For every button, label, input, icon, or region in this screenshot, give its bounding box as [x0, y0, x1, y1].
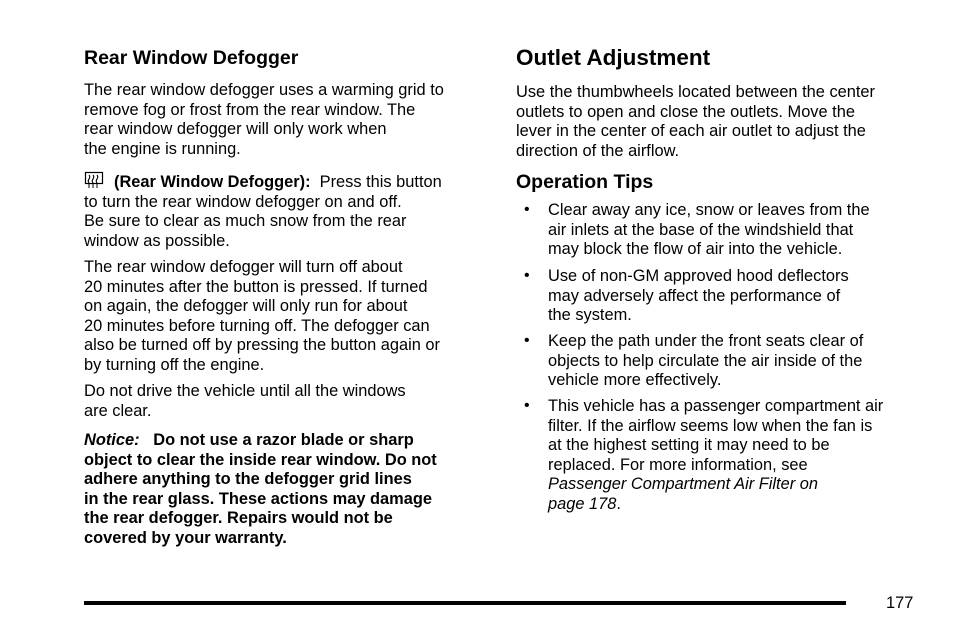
defogger-button-paragraph — [84, 171, 442, 251]
tip-text — [548, 267, 920, 326]
text-line — [84, 431, 437, 451]
defogger-intro-paragraph — [84, 81, 444, 159]
text-line — [548, 495, 920, 515]
outlet-adjustment-heading: Outlet Adjustment — [516, 45, 711, 70]
text-line — [84, 171, 442, 193]
tip-text — [548, 332, 920, 391]
text-line: covered by your warranty. — [84, 528, 287, 547]
footer-rule — [84, 601, 846, 605]
text-line: remove fog or frost from the rear window. The — [84, 100, 416, 119]
cross-reference-link[interactable]: Passenger Compartment Air Filter on — [548, 475, 818, 494]
text-line: Keep the path under the front seats clear of — [548, 332, 864, 350]
text-line: direction of the airflow. — [516, 141, 680, 160]
text-line: 20 minutes before turning off. The defogger can — [84, 316, 430, 335]
tip-item — [516, 397, 918, 517]
text-line: The rear window defogger uses a warming grid to — [84, 81, 444, 99]
outlet-paragraph — [516, 83, 875, 161]
notice-first-line: Do not use a razor blade or sharp — [153, 431, 414, 449]
text-line: in the rear glass. These actions may damage — [84, 489, 432, 508]
text-line: Use of non-GM approved hood deflectors — [548, 267, 849, 285]
text-line: on again, the defogger will only run for about — [84, 297, 408, 316]
text-line: This vehicle has a passenger compartment air — [548, 397, 884, 415]
text-line: object to clear the inside rear window. Do not — [84, 450, 437, 469]
text-line: objects to help circulate the air inside of the — [548, 351, 863, 370]
text-line: outlets to open and close the outlets. Move the — [516, 102, 855, 121]
text-line: Use the thumbwheels located between the center — [516, 83, 875, 101]
cross-reference-page[interactable]: page 178 — [548, 494, 617, 513]
text-line: the rear defogger. Repairs would not be — [84, 509, 393, 528]
text-line: by turning off the engine. — [84, 355, 265, 374]
tip-text — [548, 397, 920, 515]
bullet-icon: • — [524, 201, 530, 218]
text-line: are clear. — [84, 401, 152, 420]
text-line: window as possible. — [84, 231, 230, 250]
text-line: rear window defogger will only work when — [84, 120, 387, 139]
defogger-timer-paragraph — [84, 258, 440, 376]
page-number: 177 — [886, 594, 914, 612]
text-line: vehicle more effectively. — [548, 371, 722, 390]
text-line: may block the flow of air into the vehicle. — [548, 240, 843, 259]
tip-text — [548, 201, 920, 260]
defogger-button-desc: Press this button — [319, 173, 442, 191]
bullet-icon: • — [524, 397, 530, 414]
text-line: at the highest setting it may need to be — [548, 436, 830, 455]
tip-item — [516, 332, 918, 392]
text-line: air inlets at the base of the windshield that — [548, 220, 854, 239]
text-line: also be turned off by pressing the button again or — [84, 336, 440, 355]
text-line: the system. — [548, 306, 632, 325]
text-line: the engine is running. — [84, 139, 241, 158]
period: . — [616, 494, 621, 513]
text-line: 20 minutes after the button is pressed. If turned — [84, 277, 428, 296]
text-line: filter. If the airflow seems low when the fan is — [548, 416, 873, 435]
text-line: replaced. For more information, see — [548, 455, 808, 474]
drive-warning-paragraph — [84, 382, 406, 421]
defogger-button-label: (Rear Window Defogger): — [114, 173, 311, 191]
text-line: The rear window defogger will turn off about — [84, 258, 403, 276]
notice-paragraph — [84, 431, 437, 549]
bullet-icon: • — [524, 267, 530, 284]
text-line: Do not drive the vehicle until all the windows — [84, 382, 406, 400]
tip-item — [516, 201, 918, 261]
operation-tips-heading: Operation Tips — [516, 171, 654, 193]
rear-window-defogger-heading: Rear Window Defogger — [84, 47, 299, 69]
text-line: to turn the rear window defogger on and off. — [84, 192, 402, 211]
text-line: Clear away any ice, snow or leaves from the — [548, 201, 870, 219]
bullet-icon: • — [524, 332, 530, 349]
text-line: may adversely affect the performance of — [548, 286, 841, 305]
notice-label: Notice: — [84, 431, 140, 449]
text-line: Be sure to clear as much snow from the rear — [84, 212, 407, 231]
text-line: lever in the center of each air outlet to adjust the — [516, 122, 866, 141]
tip-item — [516, 267, 918, 327]
rear-defogger-icon — [84, 171, 106, 189]
text-line: adhere anything to the defogger grid lines — [84, 470, 412, 489]
